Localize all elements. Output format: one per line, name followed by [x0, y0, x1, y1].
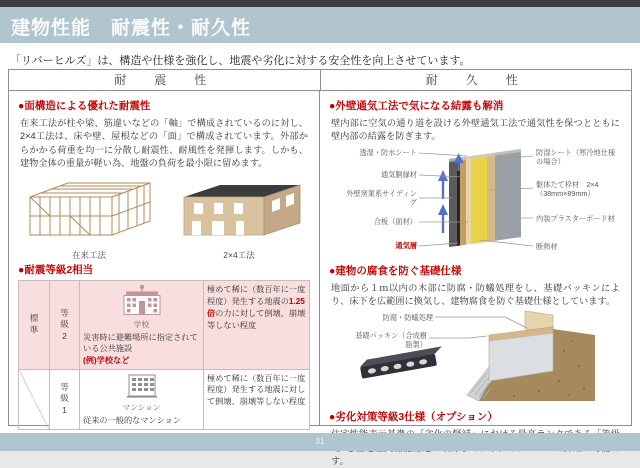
grade1-standard-cell-empty — [19, 370, 50, 430]
grade1-label-cell — [50, 370, 80, 430]
grade1-label: 等級1 — [60, 381, 69, 415]
foundation-illustration — [329, 311, 622, 402]
grade2-example-cell — [80, 281, 204, 369]
twobyfour-method-caption: 2×4工法 — [223, 250, 255, 261]
label-vapor-sheet: 防湿シート（寒冷地仕様の場合） — [536, 147, 616, 166]
panel-house-illustration — [168, 175, 310, 243]
grade2-label: 等級2 — [60, 307, 69, 341]
label-insulation: 断熱材 — [536, 241, 558, 251]
page-title: 建物性能 耐震性・耐久性 — [11, 18, 252, 39]
column-title-seismic: 耐 震 性 — [9, 70, 321, 90]
seismic-section1-heading: ●面構造による優れた耐震性 — [18, 100, 151, 112]
label-stud-frame: 躯体たて枠材 2×4（38mm×89mm） — [536, 179, 599, 198]
apartment-icon — [120, 373, 164, 399]
grade1-requirement-cell: 極めて稀に（数百年に一度程度）発生する地震に対して倒壊、崩壊等しない程度 — [204, 370, 310, 430]
seismic-column — [9, 91, 320, 425]
header-bar — [0, 7, 640, 43]
column-headers — [9, 70, 631, 91]
grade2-req-factor: 1.25倍 — [207, 297, 305, 319]
column-title-durability: 耐 久 性 — [425, 73, 526, 87]
grade2-requirement-cell — [204, 281, 310, 369]
page-number: 31 — [315, 437, 325, 446]
grade2-req-post: の力に対して倒壊、崩壊等しない程度 — [207, 309, 306, 331]
conventional-method-caption: 在来工法 — [71, 250, 106, 261]
durability-section2-heading: ●建物の腐食を防ぐ基礎仕様 — [329, 264, 462, 277]
durability-section1-heading: ●外壁通気工法で気になる結露も解消 — [329, 100, 504, 112]
label-siding: 外壁窯業系サイディング — [346, 188, 417, 207]
label-plywood: 合板（面材） — [373, 216, 417, 226]
twobyfour-method-figure — [168, 175, 310, 261]
label-foundation-packing: 基礎パッキン（合成樹脂製） — [355, 331, 427, 350]
grade2-example-desc: 災害時に避難場所に指定されている公共施設 — [83, 333, 198, 354]
construction-illustrations — [18, 175, 310, 261]
apartment-caption: マンション — [122, 402, 161, 412]
grade2-standard-cell — [19, 281, 50, 369]
footer-bar — [0, 433, 640, 451]
school-caption: 学校 — [133, 320, 150, 330]
label-plasterboard: 内装プラスターボード材 — [536, 213, 615, 223]
timber-frame-illustration — [18, 175, 160, 243]
grade2-label-cell — [50, 281, 80, 369]
wall-ventilation-diagram — [329, 147, 622, 256]
top-dark-strip — [0, 0, 640, 7]
grade2-example-note: (例)学校など — [83, 355, 130, 365]
school-icon — [120, 284, 164, 316]
seismic-section1-body: 在来工法が柱や梁、筋違いなどの「軸」で構成されているのに対し、2×4工法は、床や壁、屋根などの「面」で構成されています。外部からかかる荷重を均一に分散し耐震性、耐風性を発揮します。しかも、建物全体の重量が軽い為、地盤の負荷を最小限に留めます。 — [20, 118, 308, 169]
label-moisture-barrier-sheet: 透湿・防水シート — [359, 147, 417, 157]
label-vent-batten: 通気胴縁材 — [381, 169, 417, 179]
label-antiseptic-treatment: 防腐・防蟻処理 — [382, 313, 433, 323]
intro-text: 「リバーヒルズ」は、構造や仕様を強化し、地震や劣化に対する安全性を向上させています。 — [10, 55, 471, 67]
standard-label: 標準 — [29, 313, 39, 335]
durability-section1-body: 壁内部に空気の通り道を設ける外壁通気工法で通気性を保つとともに壁内部の結露を防ぎます。 — [331, 118, 620, 142]
grade1-example-cell — [80, 370, 204, 430]
foundation-diagram — [329, 311, 622, 402]
durability-section3-body: す。 — [331, 456, 349, 467]
label-air-layer: 通気層 — [395, 240, 417, 250]
grade1-example-desc: 従来の一般的なマンション — [83, 415, 181, 425]
grade2-req-pre: 極めて稀に（数百年に一度程度）発生する地震の — [207, 285, 306, 307]
durability-section3-heading: ●劣化対策等級3仕様（オプション） — [329, 411, 498, 424]
durability-section2-body: 地面から１ｍ以内の木部に防腐・防蟻処理をし、基礎パッキンにより、床下を広範囲に換気し、建物腐食を防ぐ基礎仕様としています。 — [331, 282, 620, 307]
seismic-grade-table — [18, 280, 310, 429]
conventional-method-figure — [18, 175, 160, 261]
seismic-section2-heading: ●耐震等級2相当 — [18, 264, 94, 277]
